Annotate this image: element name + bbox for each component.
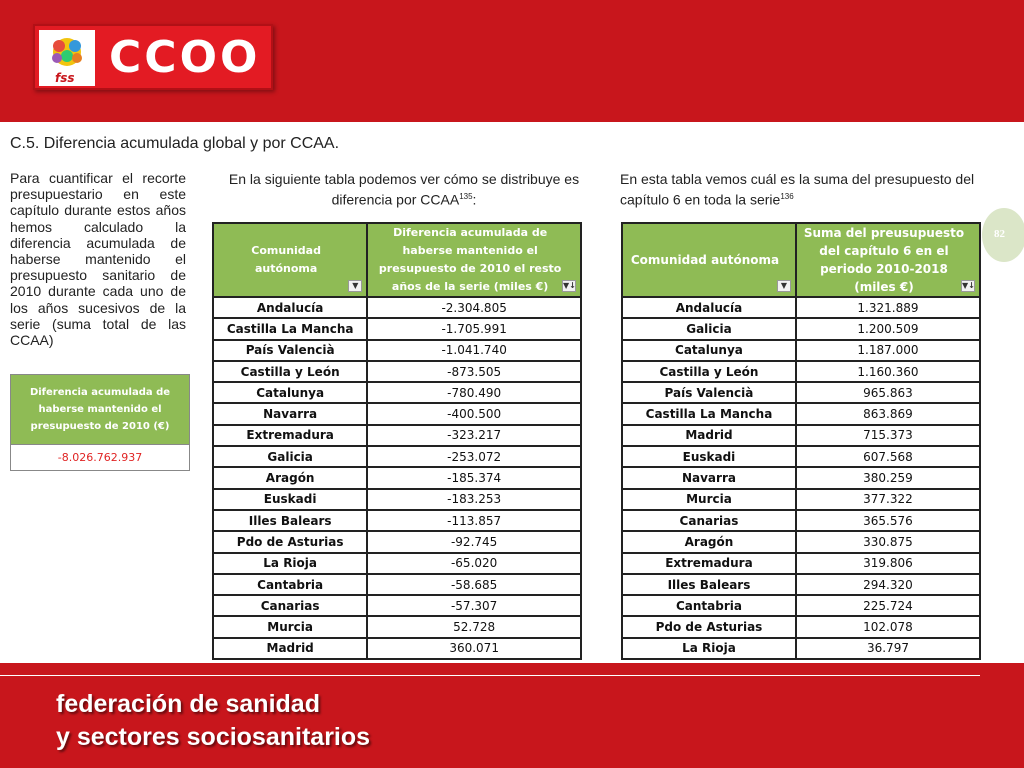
region-cell: Pdo de Asturias: [213, 531, 367, 552]
table-row: [622, 595, 980, 616]
value-cell: -113.857: [367, 510, 581, 531]
total-box-header: Diferencia acumulada de haberse mantenido el presupuesto de 2010 (€): [11, 375, 190, 445]
region-cell: Cantabria: [213, 574, 367, 595]
total-difference-box: [10, 374, 190, 471]
column-header-region-sum: [622, 223, 796, 297]
table-row: [213, 446, 581, 467]
value-cell: 102.078: [796, 616, 980, 637]
column-header-sum: [796, 223, 980, 297]
section-title: C.5. Diferencia acumulada global y por CCAA.: [10, 135, 340, 152]
value-cell: 715.373: [796, 425, 980, 446]
region-cell: Andalucía: [622, 297, 796, 318]
value-cell: -58.685: [367, 574, 581, 595]
region-cell: Murcia: [622, 489, 796, 510]
region-cell: Castilla y León: [213, 361, 367, 382]
table-row: [622, 297, 980, 318]
table-row: [622, 318, 980, 339]
value-cell: -185.374: [367, 467, 581, 488]
value-cell: -400.500: [367, 403, 581, 424]
value-cell: 607.568: [796, 446, 980, 467]
table-row: [622, 340, 980, 361]
value-cell: 319.806: [796, 553, 980, 574]
region-cell: Catalunya: [622, 340, 796, 361]
value-cell: -780.490: [367, 382, 581, 403]
region-cell: Castilla La Mancha: [213, 318, 367, 339]
table-row: [213, 340, 581, 361]
table-row: [622, 510, 980, 531]
caption-distribution-tail: :: [472, 191, 477, 208]
table-row: [622, 638, 980, 659]
region-cell: Castilla y León: [622, 361, 796, 382]
region-cell: Galicia: [213, 446, 367, 467]
value-cell: 1.321.889: [796, 297, 980, 318]
sort-descending-icon[interactable]: ▼↓: [962, 281, 975, 290]
region-cell: Madrid: [213, 638, 367, 659]
column-header-difference: [367, 223, 581, 297]
value-cell: 330.875: [796, 531, 980, 552]
filter-dropdown-icon[interactable]: ▼: [777, 280, 791, 292]
column-header-region: [213, 223, 367, 297]
region-cell: Extremadura: [622, 553, 796, 574]
ccoo-logo[interactable]: [33, 24, 273, 90]
region-cell: Madrid: [622, 425, 796, 446]
value-cell: -57.307: [367, 595, 581, 616]
caption-sum-text: En esta tabla vemos cuál es la suma del presupuesto del capítulo 6 en toda la serie: [620, 171, 975, 208]
region-cell: Euskadi: [622, 446, 796, 467]
table-row: [213, 403, 581, 424]
footer-title: [56, 688, 370, 754]
caption-distribution: [222, 171, 586, 209]
value-cell: 965.863: [796, 382, 980, 403]
value-cell: -183.253: [367, 489, 581, 510]
table-row: [622, 361, 980, 382]
page-number: 82: [994, 228, 1005, 240]
value-cell: -92.745: [367, 531, 581, 552]
value-cell: 365.576: [796, 510, 980, 531]
region-cell: Aragón: [213, 467, 367, 488]
region-cell: País Valencià: [213, 340, 367, 361]
value-cell: 1.187.000: [796, 340, 980, 361]
sum-table: [621, 222, 981, 660]
column-header-difference-label: Diferencia acumulada de haberse mantenido el presupuesto de 2010 el resto años de la serie (miles €): [378, 226, 562, 293]
table-row: [213, 425, 581, 446]
region-cell: Navarra: [213, 403, 367, 424]
table-row: [213, 318, 581, 339]
caption-distribution-text: En la siguiente tabla podemos ver cómo se distribuye es diferencia por CCAA: [228, 171, 580, 208]
footer-line-2: y sectores sociosanitarios: [56, 723, 371, 751]
region-cell: Murcia: [213, 616, 367, 637]
table-row: [622, 382, 980, 403]
column-header-region-sum-label: Comunidad autónoma: [630, 253, 780, 267]
value-cell: 52.728: [367, 616, 581, 637]
table-row: [622, 574, 980, 595]
value-cell: 36.797: [796, 638, 980, 659]
table-row: [622, 467, 980, 488]
column-header-region-label: Comunidad autónoma: [251, 244, 321, 275]
caption-sum: [620, 171, 990, 209]
value-cell: 225.724: [796, 595, 980, 616]
value-cell: 1.160.360: [796, 361, 980, 382]
region-cell: Catalunya: [213, 382, 367, 403]
region-cell: Canarias: [622, 510, 796, 531]
table-row: [213, 382, 581, 403]
region-cell: Canarias: [213, 595, 367, 616]
region-cell: País Valencià: [622, 382, 796, 403]
region-cell: Illes Balears: [213, 510, 367, 531]
region-cell: Euskadi: [213, 489, 367, 510]
footnote-ref-136[interactable]: 136: [780, 192, 794, 201]
region-cell: Pdo de Asturias: [622, 616, 796, 637]
value-cell: 863.869: [796, 403, 980, 424]
region-cell: La Rioja: [213, 553, 367, 574]
flower-logo-icon: [39, 30, 95, 86]
table-row: [213, 638, 581, 659]
value-cell: -1.705.991: [367, 318, 581, 339]
region-cell: La Rioja: [622, 638, 796, 659]
table-row: [213, 595, 581, 616]
intro-paragraph: Para cuantificar el recorte presupuestario en este capítulo durante estos años hemos calculado la diferencia acumulada de haberse mantenido el presupuesto sanitario de 2010 durante cada uno de los años sucesivos de la serie (suma total de las CCAA): [10, 170, 186, 349]
region-cell: Navarra: [622, 467, 796, 488]
footnote-ref-135[interactable]: 135: [459, 192, 473, 201]
brand-sub: fss: [55, 71, 75, 85]
table-row: [622, 531, 980, 552]
table-row: [213, 553, 581, 574]
filter-dropdown-icon[interactable]: ▼: [348, 280, 362, 292]
value-cell: 380.259: [796, 467, 980, 488]
sort-descending-icon[interactable]: ▼↓: [563, 281, 576, 290]
region-cell: Castilla La Mancha: [622, 403, 796, 424]
value-cell: -253.072: [367, 446, 581, 467]
column-header-sum-label: Suma del preusupuesto del capítulo 6 en el periodo 2010-2018 (miles €): [803, 226, 965, 294]
value-cell: 360.071: [367, 638, 581, 659]
region-cell: Aragón: [622, 531, 796, 552]
table-row: [213, 489, 581, 510]
table-row: [213, 361, 581, 382]
footer-divider: [0, 675, 980, 676]
region-cell: Illes Balears: [622, 574, 796, 595]
table-row: [622, 403, 980, 424]
table-row: [213, 467, 581, 488]
value-cell: 1.200.509: [796, 318, 980, 339]
region-cell: Extremadura: [213, 425, 367, 446]
table-row: [622, 425, 980, 446]
region-cell: Cantabria: [622, 595, 796, 616]
value-cell: -323.217: [367, 425, 581, 446]
value-cell: -873.505: [367, 361, 581, 382]
table-row: [622, 446, 980, 467]
value-cell: 377.322: [796, 489, 980, 510]
table-row: [622, 616, 980, 637]
value-cell: 294.320: [796, 574, 980, 595]
table-row: [622, 553, 980, 574]
brand-name: CCOO: [109, 32, 261, 83]
table-row: [213, 616, 581, 637]
total-box-value: -8.026.762.937: [11, 445, 190, 471]
region-cell: Andalucía: [213, 297, 367, 318]
footer-line-1: federación de sanidad: [56, 690, 320, 718]
table-row: [213, 574, 581, 595]
value-cell: -2.304.805: [367, 297, 581, 318]
value-cell: -65.020: [367, 553, 581, 574]
value-cell: -1.041.740: [367, 340, 581, 361]
table-row: [622, 489, 980, 510]
table-row: [213, 510, 581, 531]
difference-table: [212, 222, 582, 660]
table-row: [213, 297, 581, 318]
region-cell: Galicia: [622, 318, 796, 339]
table-row: [213, 531, 581, 552]
